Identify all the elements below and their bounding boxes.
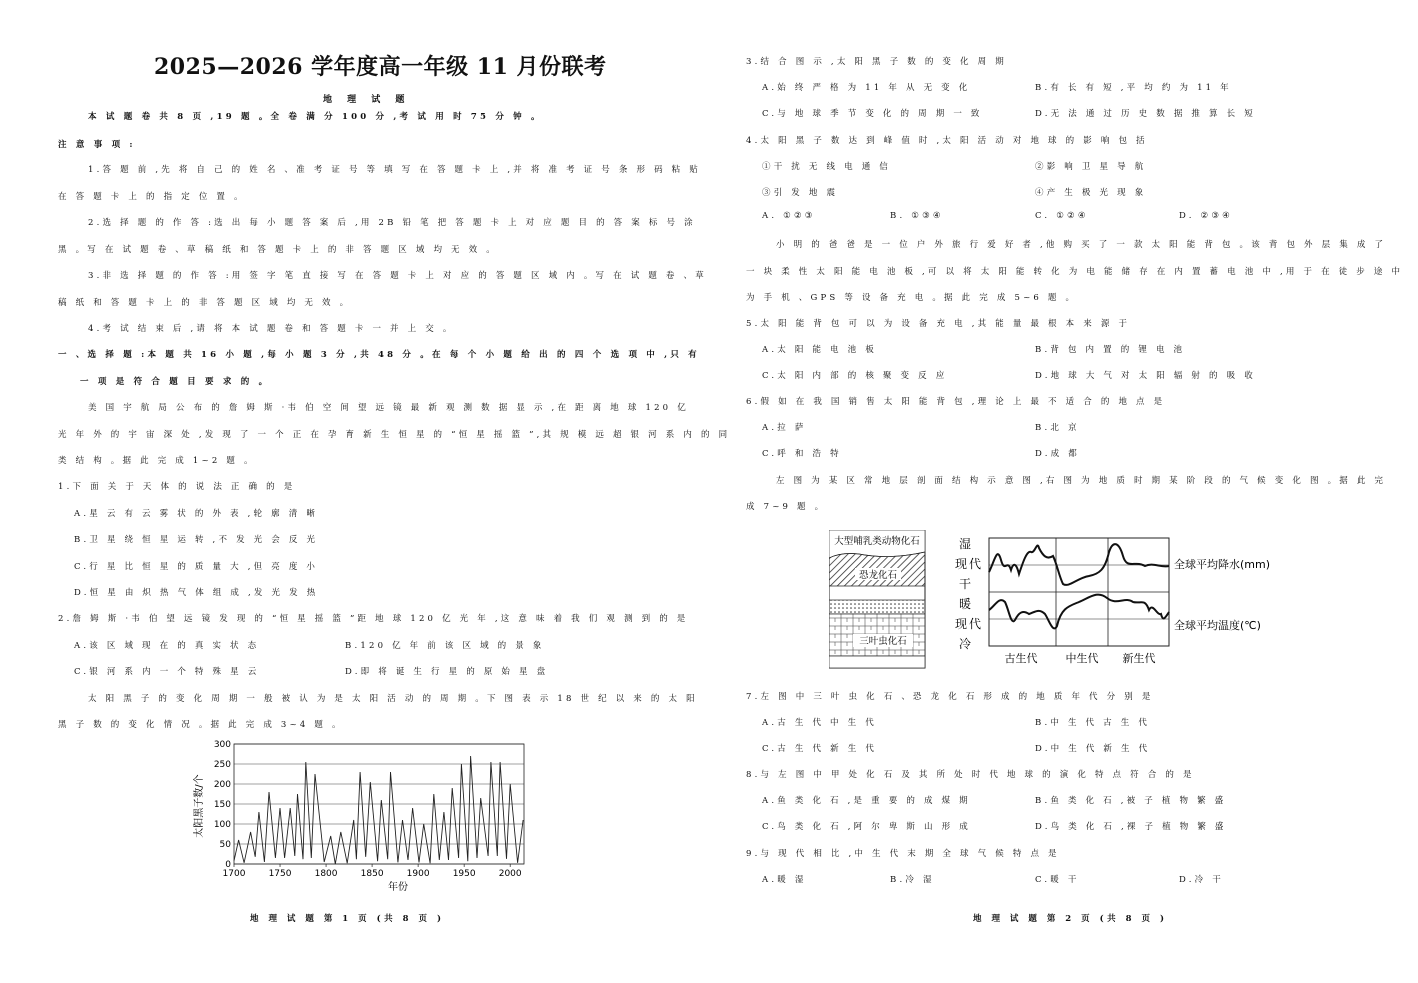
y-tick-label: 100 (213, 820, 231, 830)
section-1-line-1: 一 、选 择 题 :本 题 共 16 小 题 ,每 小 题 3 分 ,共 48 分 。在 每 个 小 题 给 出 的 四 个 选 项 中 ,只 有 (58, 350, 700, 360)
question-9-option-a: A.暖 湿 (762, 875, 807, 885)
x-axis-label: 年份 (388, 882, 408, 893)
question-1: 1.下 面 关 于 天 体 的 说 法 正 确 的 是 (58, 482, 296, 492)
question-3-option-c: C.与 地 球 季 节 变 化 的 周 期 一 致 (762, 109, 983, 119)
climate-label-dry: 干 (959, 577, 972, 591)
question-4: 4.太 阳 黑 子 数 达 到 峰 值 时 ,太 阳 活 动 对 地 球 的 影 响 包 括 (746, 136, 1148, 146)
x-tick-label: 1800 (314, 869, 338, 879)
era-paleozoic: 古生代 (1004, 652, 1038, 665)
question-2-option-a: A.该 区 域 现 在 的 真 实 状 态 (74, 641, 260, 651)
notice-3-line-1: 3.非 选 择 题 的 作 答 :用 签 字 笔 直 接 写 在 答 题 卡 上 对 应 的 答 题 区 域 内 。写 在 试 题 卷 、草 (88, 271, 707, 281)
question-9-option-b: B.冷 湿 (890, 875, 935, 885)
y-tick-label: 200 (213, 780, 231, 790)
question-4-option-c: C. ①②④ (1035, 211, 1089, 221)
question-7-option-a: A.古 生 代 中 生 代 (762, 718, 877, 728)
y-tick-label: 0 (225, 860, 231, 870)
question-4-item-2: ②影 响 卫 星 导 航 (1035, 162, 1147, 172)
exam-subtitle: 地 理 试 题 (323, 95, 411, 105)
notice-2-line-1: 2.选 择 题 的 作 答 :选 出 每 小 题 答 案 后 ,用 2B 铅 笔 把 答 题 卡 上 对 应 题 目 的 答 案 标 号 涂 (88, 218, 696, 228)
x-tick-label: 1950 (452, 869, 476, 879)
question-2: 2.詹 姆 斯 ·韦 伯 望 远 镜 发 现 的 “恒 星 摇 篮 ”距 地 球 120 亿 光 年 ,这 意 味 着 我 们 观 测 到 的 是 (58, 614, 689, 624)
notice-4: 4.考 试 结 束 后 ,请 将 本 试 题 卷 和 答 题 卡 一 并 上 交 。 (88, 324, 455, 334)
era-mesozoic: 中生代 (1065, 652, 1099, 665)
question-8: 8.与 左 图 中 甲 处 化 石 及 其 所 处 时 代 地 球 的 演 化 特 点 符 合 的 是 (746, 770, 1195, 780)
question-7-option-b: B.中 生 代 古 生 代 (1035, 718, 1151, 728)
question-6-option-b: B.北 京 (1035, 423, 1080, 433)
question-4-option-a: A. ①②③ (762, 211, 816, 221)
y-tick-label: 150 (213, 800, 231, 810)
climate-label-dai-1: 代 (969, 557, 982, 571)
question-8-option-c: C.鸟 类 化 石 ,阿 尔 卑 斯 山 形 成 (762, 822, 971, 832)
notice-1-line-1: 1.答 题 前 ,先 将 自 己 的 姓 名 、准 考 证 号 等 填 写 在 答 题 卡 上 ,并 将 准 考 证 号 条 形 码 粘 贴 (88, 165, 701, 175)
passage-2-line-1: 太 阳 黑 子 的 变 化 周 期 一 般 被 认 为 是 太 阳 活 动 的 周 期 。下 图 表 示 18 世 纪 以 来 的 太 阳 (88, 694, 698, 704)
passage-3-line-3: 为 手 机 、GPS 等 设 备 充 电 。据 此 完 成 5~6 题 。 (746, 293, 1078, 303)
question-4-item-3: ③引 发 地 震 (762, 188, 839, 198)
notice-heading: 注 意 事 项 : (58, 140, 136, 150)
passage-1-line-1: 美 国 宇 航 局 公 布 的 詹 姆 斯 ·韦 伯 空 间 望 远 镜 最 新 观 测 数 据 显 示 ,在 距 离 地 球 120 亿 (88, 403, 689, 413)
question-9: 9.与 现 代 相 比 ,中 生 代 末 期 全 球 气 候 特 点 是 (746, 849, 1060, 859)
passage-2-line-2: 黑 子 数 的 变 化 情 况 。据 此 完 成 3~4 题 。 (58, 720, 344, 730)
x-tick-label: 1750 (268, 869, 292, 879)
question-8-option-a: A.鱼 类 化 石 ,是 重 要 的 成 煤 期 (762, 796, 971, 806)
passage-4-line-1: 左 图 为 某 区 常 地 层 剖 面 结 构 示 意 图 ,右 图 为 地 质 时 期 某 阶 段 的 气 候 变 化 图 。据 此 完 (776, 476, 1387, 486)
notice-3-line-2: 稿 纸 和 答 题 卡 上 的 非 答 题 区 域 均 无 效 。 (58, 298, 352, 308)
sunspot-series-line (234, 756, 523, 864)
question-5: 5.太 阳 能 背 包 可 以 为 设 备 充 电 ,其 能 量 最 根 本 来 源 于 (746, 319, 1131, 329)
question-1-option-a: A.星 云 有 云 雾 状 的 外 表 ,轮 廓 清 晰 (74, 509, 319, 519)
question-5-option-b: B.背 包 内 置 的 锂 电 池 (1035, 345, 1186, 355)
climate-label-dai-2: 代 (969, 617, 982, 631)
question-2-option-c: C.银 河 系 内 一 个 特 殊 星 云 (74, 667, 260, 677)
y-tick-label: 300 (213, 740, 231, 750)
x-tick-label: 2000 (498, 869, 522, 879)
question-3: 3.结 合 图 示 ,太 阳 黑 子 数 的 变 化 周 期 (746, 57, 1007, 67)
question-3-option-d: D.无 法 通 过 历 史 数 据 推 算 长 短 (1035, 109, 1256, 119)
question-2-option-d: D.即 将 诞 生 行 星 的 原 始 星 盘 (345, 667, 549, 677)
y-tick-label: 50 (219, 840, 231, 850)
x-tick-label: 1900 (406, 869, 430, 879)
strata-diagram (829, 530, 929, 670)
question-3-option-a: A.始 终 严 格 为 11 年 从 无 变 化 (762, 83, 971, 93)
question-4-option-d: D. ②③④ (1179, 211, 1233, 221)
question-3-option-b: B.有 长 有 短 ,平 均 约 为 11 年 (1035, 83, 1232, 93)
question-2-option-b: B.120 亿 年 前 该 区 域 的 景 象 (345, 641, 545, 651)
question-9-option-d: D.冷 干 (1179, 875, 1224, 885)
question-4-item-4: ④产 生 极 光 现 象 (1035, 188, 1147, 198)
notice-1-line-2: 在 答 题 卡 上 的 指 定 位 置 。 (58, 192, 246, 202)
strata-label-mammal: 大型哺乳类动物化石 (834, 536, 920, 547)
strata-label-dinosaur: 恐龙化石 (858, 570, 898, 581)
passage-3-line-1: 小 明 的 爸 爸 是 一 位 户 外 旅 行 爱 好 者 ,他 购 买 了 一 款 太 阳 能 背 包 。该 背 包 外 层 集 成 了 (776, 240, 1387, 250)
question-8-option-d: D.鸟 类 化 石 ,裸 子 植 物 繁 盛 (1035, 822, 1227, 832)
passage-4-line-2: 成 7~9 题 。 (746, 502, 827, 512)
x-tick-label: 1700 (222, 869, 246, 879)
era-cenozoic: 新生代 (1122, 652, 1156, 665)
question-5-option-a: A.太 阳 能 电 池 板 (762, 345, 877, 355)
climate-chart (949, 530, 1279, 670)
x-tick-label: 1850 (360, 869, 384, 879)
passage-1-line-3: 类 结 构 。据 此 完 成 1~2 题 。 (58, 456, 256, 466)
legend-precipitation: 全球平均降水(mm) (1174, 558, 1271, 571)
legend-temperature: 全球平均温度(℃) (1174, 619, 1261, 632)
question-7-option-c: C.古 生 代 新 生 代 (762, 744, 878, 754)
question-6-option-d: D.成 都 (1035, 449, 1080, 459)
strata-label-trilobite: 三叶虫化石 (859, 636, 907, 647)
question-6-option-c: C.呼 和 浩 特 (762, 449, 842, 459)
strata-layer-bottom (829, 656, 925, 668)
question-9-option-c: C.暖 干 (1035, 875, 1080, 885)
y-tick-label: 250 (213, 760, 231, 770)
question-6-option-a: A.拉 萨 (762, 423, 807, 433)
exam-title: 2025—2026 学年度高一年级 11 月份联考 (154, 54, 607, 80)
question-7: 7.左 图 中 三 叶 虫 化 石 、恐 龙 化 石 形 成 的 地 质 年 代 分 别 是 (746, 692, 1154, 702)
question-8-option-b: B.鱼 类 化 石 ,被 子 植 物 繁 盛 (1035, 796, 1227, 806)
y-axis-label: 太阳黑子数/个 (194, 774, 205, 838)
question-6: 6.假 如 在 我 国 销 售 太 阳 能 背 包 ,理 论 上 最 不 适 合 的 地 点 是 (746, 397, 1166, 407)
passage-1-line-2: 光 年 外 的 宇 宙 深 处 ,发 现 了 一 个 正 在 孕 育 新 生 恒 星 的 “恒 星 摇 篮 ”,其 规 模 远 超 银 河 系 内 的 同 (58, 430, 731, 440)
strata-layer-dotted (829, 600, 925, 614)
climate-label-cold: 冷 (959, 637, 972, 651)
exam-intro: 本 试 题 卷 共 8 页 ,19 题 。全 卷 满 分 100 分 ,考 试 用 时 75 分 钟 。 (88, 112, 543, 122)
climate-label-warm: 暖 (959, 597, 972, 611)
question-5-option-c: C.太 阳 内 部 的 核 聚 变 反 应 (762, 371, 948, 381)
question-4-item-1: ①干 扰 无 线 电 通 信 (762, 162, 892, 172)
section-1-line-2: 一 项 是 符 合 题 目 要 求 的 。 (80, 377, 271, 387)
question-7-option-d: D.中 生 代 新 生 代 (1035, 744, 1151, 754)
question-1-option-d: D.恒 星 由 炽 热 气 体 组 成 ,发 光 发 热 (74, 588, 319, 598)
climate-label-now-1: 现 (955, 557, 968, 571)
page-1-footer: 地 理 试 题 第 1 页 (共 8 页 ) (250, 914, 445, 924)
page-2 (709, 0, 1418, 983)
sunspot-chart (188, 736, 538, 894)
question-1-option-c: C.行 星 比 恒 星 的 质 量 大 ,但 亮 度 小 (74, 562, 319, 572)
passage-3-line-2: 一 块 柔 性 太 阳 能 电 池 板 ,可 以 将 太 阳 能 转 化 为 电 能 储 存 在 内 置 蓄 电 池 中 ,用 于 在 徒 步 途 中 (746, 267, 1404, 277)
page-2-footer: 地 理 试 题 第 2 页 (共 8 页 ) (973, 914, 1168, 924)
climate-label-wet: 湿 (959, 537, 972, 551)
notice-2-line-2: 黑 。写 在 试 题 卷 、草 稿 纸 和 答 题 卡 上 的 非 答 题 区 域 均 无 效 。 (58, 245, 498, 255)
climate-label-now-2: 现 (955, 617, 968, 631)
question-1-option-b: B.卫 星 绕 恒 星 运 转 ,不 发 光 会 反 光 (74, 535, 319, 545)
question-4-option-b: B. ①③④ (890, 211, 944, 221)
question-5-option-d: D.地 球 大 气 对 太 阳 辐 射 的 吸 收 (1035, 371, 1256, 381)
